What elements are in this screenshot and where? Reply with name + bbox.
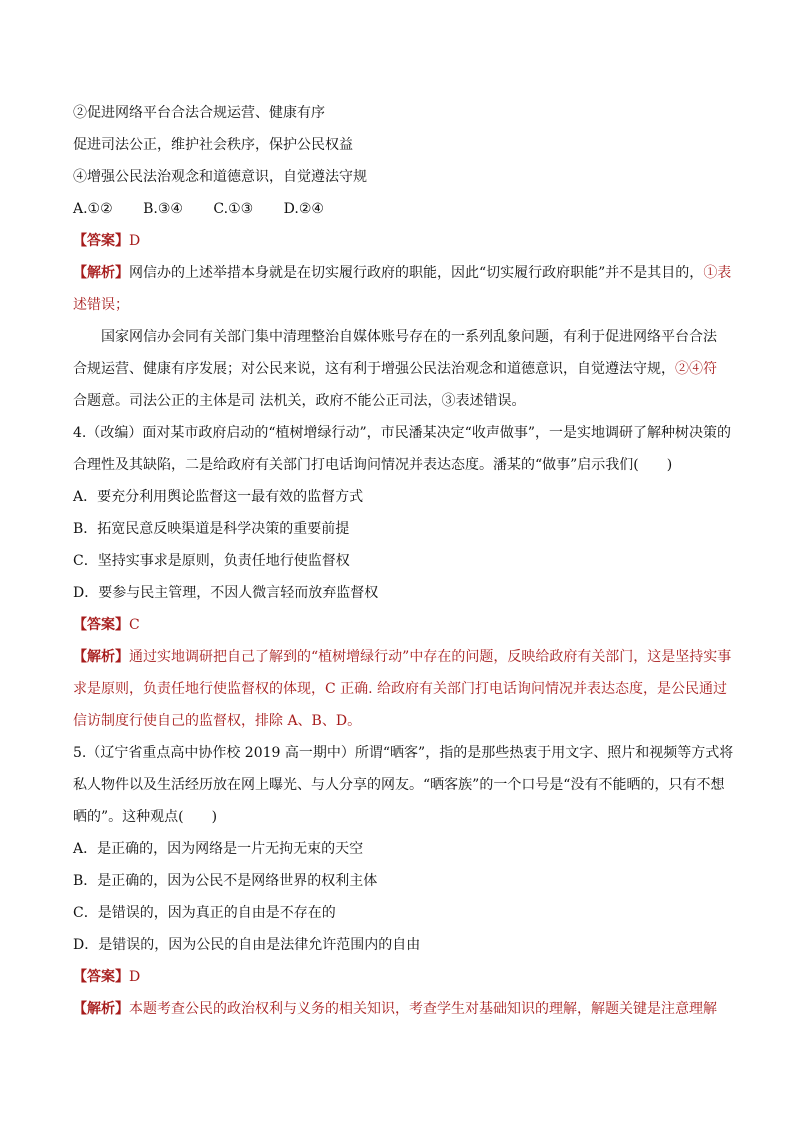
q5-stem-line-2: 私人物件以及生活经历放在网上曝光、与人分享的网友。“晒客族”的一个口号是“没有不能晒的，只有不想 bbox=[73, 777, 725, 793]
q5-option-a: A．是正确的，因为网络是一片无拘无束的天空 bbox=[73, 841, 364, 857]
q5-option-d: D．是错误的，因为公民的自由是法律允许范围内的自由 bbox=[73, 937, 421, 953]
q5-stem-line-3: 晒的”。这种观点( ) bbox=[73, 809, 218, 825]
q3-option-a: A.①② bbox=[73, 201, 113, 217]
q5-option-b: B．是正确的，因为公民不是网络世界的权利主体 bbox=[73, 873, 378, 889]
q3-option-b: B.③④ bbox=[143, 201, 183, 217]
q3-options bbox=[73, 193, 723, 225]
q4-option-b: B．拓宽民意反映渠道是科学决策的重要前提 bbox=[73, 521, 350, 537]
q3-answer bbox=[73, 225, 723, 257]
analysis-text: 本题考查公民的政治权利与义务的相关知识，考查学生对基础知识的理解，解题关键是注意理解 bbox=[129, 1001, 717, 1017]
analysis-text: 通过实地调研把自己了解到的“植树增绿行动”中存在的问题，反映给政府有关部门，这是坚持实事 bbox=[129, 649, 732, 665]
analysis-highlight: ②④符 bbox=[675, 361, 717, 377]
q4-option-d: D．要参与民主管理，不因人微言轻而放弃监督权 bbox=[73, 585, 379, 601]
q3-option-c: C.①③ bbox=[213, 201, 254, 217]
q5-analysis-line-1 bbox=[73, 993, 723, 1025]
q3-analysis-line-1 bbox=[73, 257, 732, 289]
q3-statement-4: ④增强公民法治观念和道德意识，自觉遵法守规 bbox=[73, 169, 367, 185]
q3-analysis-p2-line-1: 国家网信办会同有关部门集中清理整治自媒体账号存在的一系列乱象问题，有利于促进网络平台合法 bbox=[101, 329, 717, 345]
q3-analysis-p2-line-3: 合题意。司法公正的主体是司 法机关，政府不能公正司法，③表述错误。 bbox=[73, 393, 526, 409]
q3-option-d: D.②④ bbox=[283, 201, 324, 217]
q4-analysis-line-1 bbox=[73, 641, 732, 673]
q5-answer bbox=[73, 961, 723, 993]
q3-statement-3: 促进司法公正，维护社会秩序，保护公民权益 bbox=[73, 137, 353, 153]
q4-option-a: A．要充分利用舆论监督这一最有效的监督方式 bbox=[73, 489, 364, 505]
q4-option-c: C．坚持实事求是原则，负责任地行使监督权 bbox=[73, 553, 350, 569]
answer-tag: 【答案】 bbox=[73, 233, 129, 249]
answer-value: D bbox=[129, 969, 141, 985]
q4-analysis-line-2: 求是原则，负责任地行使监督权的体现，C 正确. 给政府有关部门打电话询问情况并表达态度，是公民通过 bbox=[73, 681, 728, 697]
answer-value: C bbox=[129, 617, 140, 633]
q4-stem-line-1: 4.（改编）面对某市政府启动的“植树增绿行动”，市民潘某决定“收声做事”，一是实地调研了解种树决策的 bbox=[73, 425, 731, 441]
q3-statement-2: ②促进网络平台合法合规运营、健康有序 bbox=[73, 105, 325, 121]
q4-analysis-line-3: 信访制度行使自己的监督权，排除 A、B、D。 bbox=[73, 713, 362, 729]
answer-value: D bbox=[129, 233, 141, 249]
analysis-tag: 【解析】 bbox=[73, 1001, 129, 1017]
answer-tag: 【答案】 bbox=[73, 617, 129, 633]
q3-analysis-line-2: 述错误； bbox=[73, 297, 129, 313]
analysis-text: 合规运营、健康有序发展；对公民来说，这有利于增强公民法治观念和道德意识，自觉遵法守规， bbox=[73, 361, 675, 377]
q3-analysis-p2-line-2 bbox=[73, 353, 723, 385]
analysis-tag: 【解析】 bbox=[73, 265, 129, 281]
q4-stem-line-2: 合理性及其缺陷，二是给政府有关部门打电话询问情况并表达态度。潘某的“做事”启示我们( ) bbox=[73, 457, 673, 473]
answer-tag: 【答案】 bbox=[73, 969, 129, 985]
analysis-text: 网信办的上述举措本身就是在切实履行政府的职能，因此“切实履行政府职能”并不是其目的， bbox=[129, 265, 704, 281]
analysis-highlight: ①表 bbox=[703, 265, 732, 281]
q5-stem-line-1: 5.（辽宁省重点高中协作校 2019 高一期中）所谓“晒客”，指的是那些热衷于用文字、照片和视频等方式将 bbox=[73, 745, 734, 761]
analysis-tag: 【解析】 bbox=[73, 649, 129, 665]
document-body bbox=[73, 97, 734, 1025]
q5-option-c: C．是错误的，因为真正的自由是不存在的 bbox=[73, 905, 336, 921]
q4-answer bbox=[73, 609, 723, 641]
